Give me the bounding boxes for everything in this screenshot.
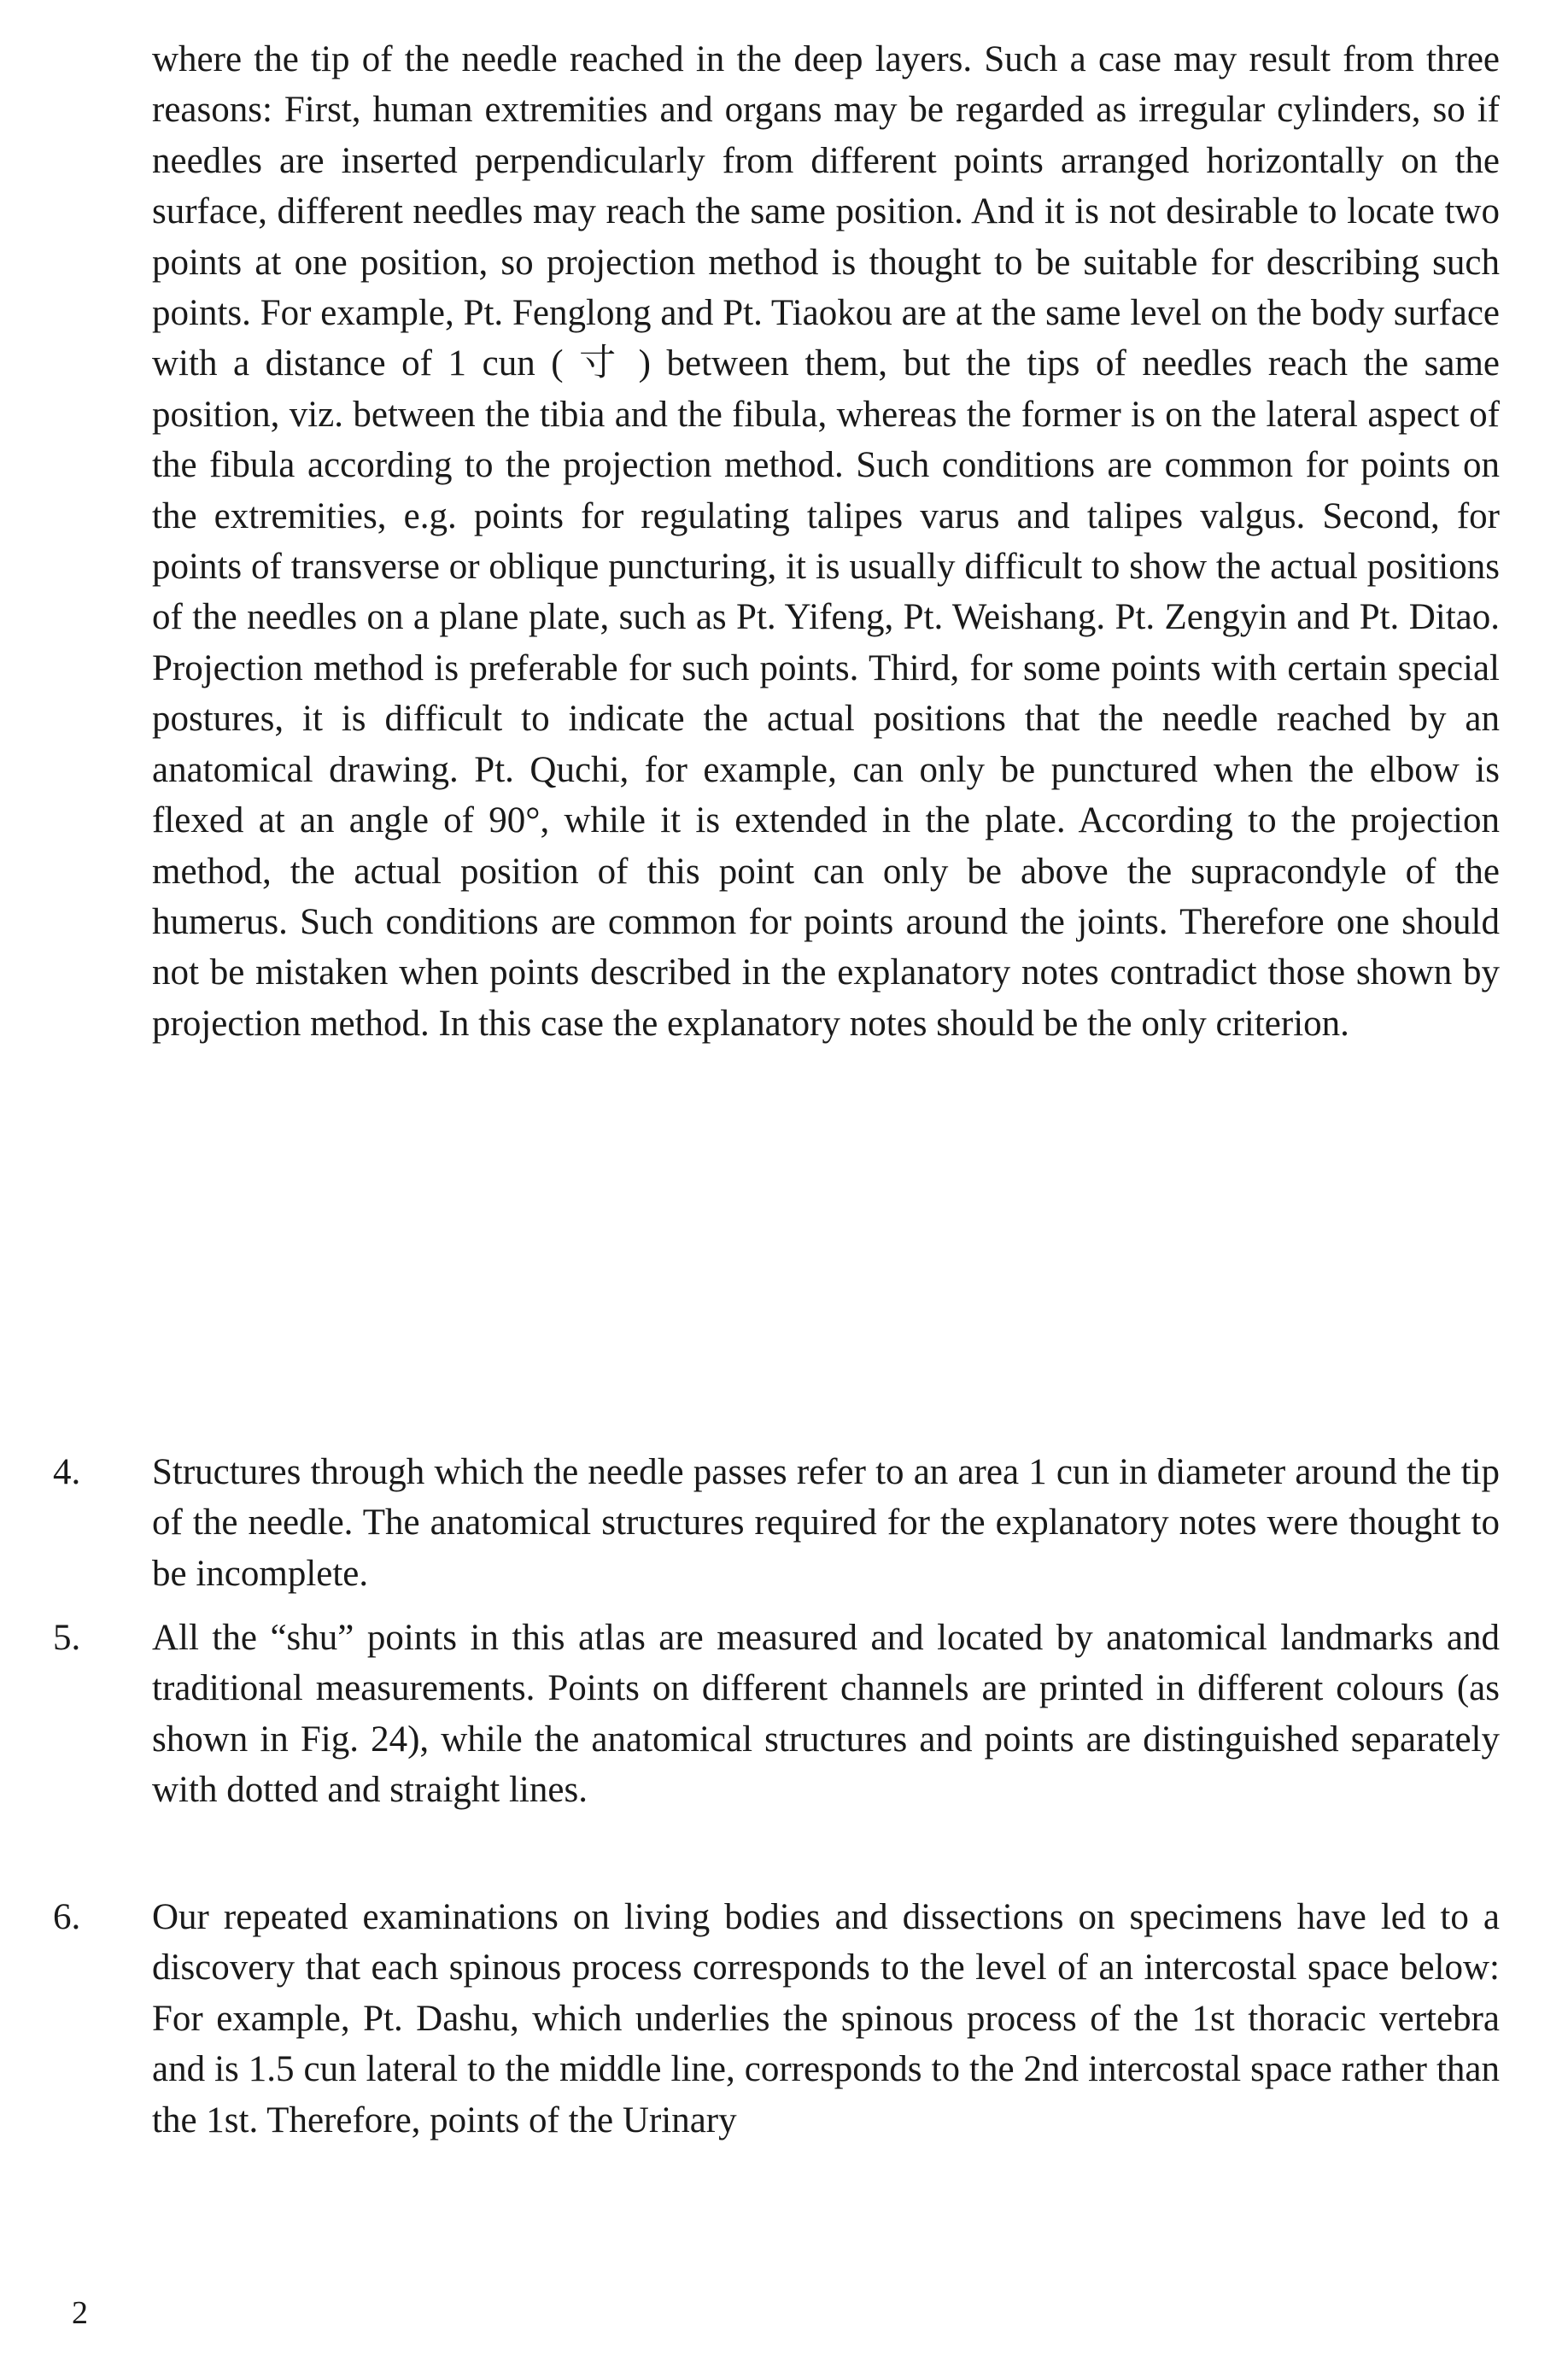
list-item-4 bbox=[53, 1447, 1500, 1599]
page-number: 2 bbox=[72, 2295, 88, 2331]
list-item-number: 5. bbox=[53, 1618, 81, 1658]
list-item-number: 6. bbox=[53, 1897, 81, 1937]
continuation-paragraph: where the tip of the needle reached in the deep layers. Such a case may result from three reasons: First, human extremities and organs may be regarded as irregular cylinders, so if needles are inserted perpendicularly from different points arranged horizontally on the surface, different needles may reach the same position. And it is not desirable to locate two points at one position, so projection method is thought to be suitable for describing such points. For example, Pt. Fenglong and Pt. Tiaokou are at the same level on the body surface with a distance of 1 cun ( 寸 ) between them, but the tips of needles reach the same position, viz. between the tibia and the fibula, whereas the former is on the lateral aspect of the fibula according to the projection method. Such conditions are common for points on the extremities, e.g. points for regulating talipes varus and talipes valgus. Second, for points of transverse or oblique puncturing, it is usually difficult to show the actual positions of the needles on a plane plate, such as Pt. Yifeng, Pt. Weishang. Pt. Zengyin and Pt. Ditao. Projection method is preferable for such points. Third, for some points with certain special postures, it is difficult to indicate the actual positions that the needle reached by an anatomical drawing. Pt. Quchi, for example, can only be punctured when the elbow is flexed at an angle of 90°, while it is extended in the plate. According to the projection method, the actual position of this point can only be above the supracondyle of the humerus. Such conditions are common for points around the joints. Therefore one should not be mistaken when points described in the explanatory notes contradict those shown by projection method. In this case the explanatory notes should be the only criterion. bbox=[152, 39, 1500, 1044]
list-item-text: Structures through which the needle passes refer to an area 1 cun in diameter around the tip of the needle. The anatomical structures required for the explanatory notes were thought to be incomplete. bbox=[152, 1452, 1500, 1594]
list-item-text: Our repeated examinations on living bodies and dissections on specimens have led to a discovery that each spinous process corresponds to the level of an intercostal space below: For example, Pt. Dashu, which underlies the spinous process of the 1st thoracic vertebra and is 1.5 cun lateral to the middle line, corresponds to the 2nd intercostal space rather than the 1st. Therefore, points of the Urinary bbox=[152, 1897, 1500, 2141]
list-item-number: 4. bbox=[53, 1452, 81, 1492]
list-item-6 bbox=[53, 1892, 1500, 2146]
list-item-5 bbox=[53, 1613, 1500, 1816]
list-item-text: All the “shu” points in this atlas are measured and located by anatomical landmarks and traditional measurements. Points on different channels are printed in different colours (as shown in Fig. 24), while the anatomical structures and points are distinguished separately with dotted and straight lines. bbox=[152, 1618, 1500, 1811]
